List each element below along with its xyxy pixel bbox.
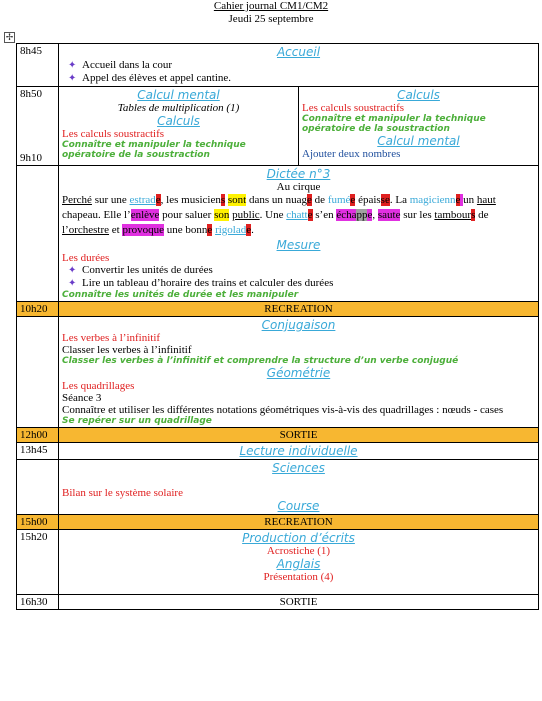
word: une bonn	[164, 224, 208, 236]
word: chapeau. Elle l’	[62, 209, 131, 221]
word: . La	[389, 194, 410, 206]
break-label: SORTIE	[59, 428, 539, 443]
conjugaison-geometrie-cell	[59, 317, 539, 428]
word: un	[463, 194, 477, 206]
production-anglais-cell	[59, 530, 539, 595]
time-start: 8h50	[20, 88, 42, 100]
anglais-title: Anglais	[276, 557, 321, 571]
course-title: Course	[277, 499, 320, 513]
word: . Une	[259, 209, 287, 221]
break-label: RECREATION	[59, 302, 539, 317]
word: e	[384, 194, 390, 206]
list-item: ✦ Convertir les unités de durées	[82, 264, 535, 277]
word: pour saluer	[159, 209, 215, 221]
accueil-list	[62, 59, 535, 85]
lesson-topic: Les verbes à l’infinitif	[62, 332, 161, 344]
word: fumé	[327, 194, 351, 206]
word: chatt	[286, 209, 308, 221]
lesson-text: Ajouter deux nombres	[302, 148, 401, 160]
production-title: Production d’écrits	[242, 531, 355, 545]
time-cell: 10h20	[17, 302, 59, 317]
lesson-topic: Acrostiche (1)	[266, 545, 331, 557]
word: sur les	[400, 209, 435, 221]
time-cell: 12h00	[17, 428, 59, 443]
word: , les musicien	[160, 194, 221, 206]
word: sur une	[91, 194, 130, 206]
list-item: ✦ Accueil dans la cour	[82, 59, 535, 72]
word: s’en	[312, 209, 337, 221]
lesson-objective: Classer les verbes à l’infinitif et comprendre la structure d’un verbe conjugué	[62, 356, 459, 366]
document-header	[0, 0, 542, 26]
word: sont	[227, 194, 247, 206]
time-cell: 8h45	[17, 44, 59, 87]
word: e	[246, 224, 252, 236]
list-item: ✦ Appel des élèves et appel cantine.	[82, 72, 535, 85]
table-row	[17, 317, 539, 428]
word: provoque	[122, 224, 165, 236]
lesson-text: Classer les verbes à l’infinitif	[62, 344, 192, 356]
table-row	[17, 44, 539, 87]
break-label: RECREATION	[59, 515, 539, 530]
calcul-mental-title: Calcul mental	[137, 88, 220, 102]
word: de	[311, 194, 328, 206]
time-cell: 16h30	[17, 595, 59, 610]
time-cell: 15h20	[17, 530, 59, 595]
word: s	[220, 194, 226, 206]
time-cell	[17, 317, 59, 428]
lesson-topic: Les durées	[62, 252, 110, 264]
word: rigolad	[215, 224, 247, 236]
word: de	[475, 209, 489, 221]
accueil-title: Accueil	[276, 45, 321, 59]
mesure-title: Mesure	[276, 238, 321, 252]
left-lesson-cell	[59, 87, 299, 166]
lesson-topic: Les calculs soustractifs	[302, 102, 405, 114]
word: s	[380, 194, 385, 206]
schedule-table	[16, 43, 539, 610]
word: dans un nuag	[246, 194, 308, 206]
table-row	[17, 443, 539, 460]
table-row	[17, 460, 539, 515]
word: épais	[355, 194, 381, 206]
word: e	[367, 209, 373, 221]
lesson-topic: Les quadrillages	[62, 380, 135, 392]
word: enlève	[130, 209, 160, 221]
dictee-title: Dictée n°3	[266, 167, 331, 181]
lecture-cell	[59, 443, 539, 460]
sciences-title: Sciences	[272, 461, 325, 475]
word: s	[471, 209, 476, 221]
sciences-course-cell	[59, 460, 539, 515]
table-row	[17, 428, 539, 443]
document-date: Jeudi 25 septembre	[228, 13, 314, 25]
word: Perché	[62, 194, 92, 206]
word: tambour	[434, 209, 472, 221]
dictee-subtitle: Au cirque	[276, 181, 321, 193]
word: son	[214, 209, 230, 221]
word: et	[109, 224, 123, 236]
word: magicienn	[409, 194, 456, 206]
lesson-objective: Se repérer sur un quadrillage	[62, 416, 212, 426]
conjugaison-title: Conjugaison	[261, 318, 336, 332]
seance-label: Séance 3	[62, 392, 102, 404]
word: e	[455, 194, 461, 206]
time-cell	[17, 166, 59, 302]
word: e	[350, 194, 356, 206]
accueil-cell	[59, 44, 539, 87]
time-cell: 13h45	[17, 443, 59, 460]
lesson-text: Connaître et utiliser les différentes notations géométriques vis-à-vis des quadrillages : nœuds - cases	[62, 404, 504, 416]
table-row	[17, 515, 539, 530]
right-lesson-cell	[299, 87, 539, 166]
word: estrad	[129, 194, 156, 206]
word: e	[155, 194, 161, 206]
table-row	[17, 595, 539, 610]
lesson-subtitle: Tables de multiplication (1)	[117, 102, 240, 114]
lesson-objective: Connaître et manipuler la technique opératoire de la soustraction	[62, 140, 246, 160]
move-handle-icon[interactable]: ✢	[5, 32, 14, 42]
calcul-mental-title: Calcul mental	[377, 134, 460, 148]
calculs-title: Calculs	[157, 114, 200, 128]
word: e	[307, 194, 312, 206]
time-cell: 15h00	[17, 515, 59, 530]
word: e	[207, 224, 213, 236]
word: pp	[356, 209, 368, 221]
geometrie-title: Géométrie	[266, 366, 331, 380]
table-row	[17, 87, 539, 166]
word: .	[251, 224, 254, 236]
time-second: 9h10	[20, 152, 42, 164]
lecture-title: Lecture individuelle	[239, 444, 358, 458]
calculs-title: Calculs	[397, 88, 440, 102]
dictee-text	[62, 193, 535, 238]
list-item: ✦ Lire un tableau d’horaire des trains et calculer des durées	[82, 277, 535, 290]
word: ,	[372, 209, 378, 221]
lesson-objective: Connaître et manipuler la technique opératoire de la soustraction	[302, 114, 486, 134]
word: haut	[476, 194, 496, 206]
table-row	[17, 302, 539, 317]
lesson-objective: Connaître les unités de durée et les manipuler	[62, 290, 299, 300]
mesure-list	[62, 264, 535, 290]
time-cell	[17, 460, 59, 515]
lesson-topic: Les calculs soustractifs	[62, 128, 165, 140]
document-title: Cahier journal CM1/CM2	[213, 0, 329, 12]
dictee-mesure-cell	[59, 166, 539, 302]
word: e	[307, 209, 313, 221]
word: saute	[377, 209, 401, 221]
lesson-topic: Présentation (4)	[263, 571, 334, 583]
time-cell	[17, 87, 59, 166]
lesson-topic: Bilan sur le système solaire	[62, 487, 183, 499]
word: écha	[336, 209, 357, 221]
table-row	[17, 530, 539, 595]
end-label: SORTIE	[59, 595, 539, 610]
word: l’orchestre	[62, 224, 110, 236]
table-row	[17, 166, 539, 302]
word: public	[232, 209, 260, 221]
